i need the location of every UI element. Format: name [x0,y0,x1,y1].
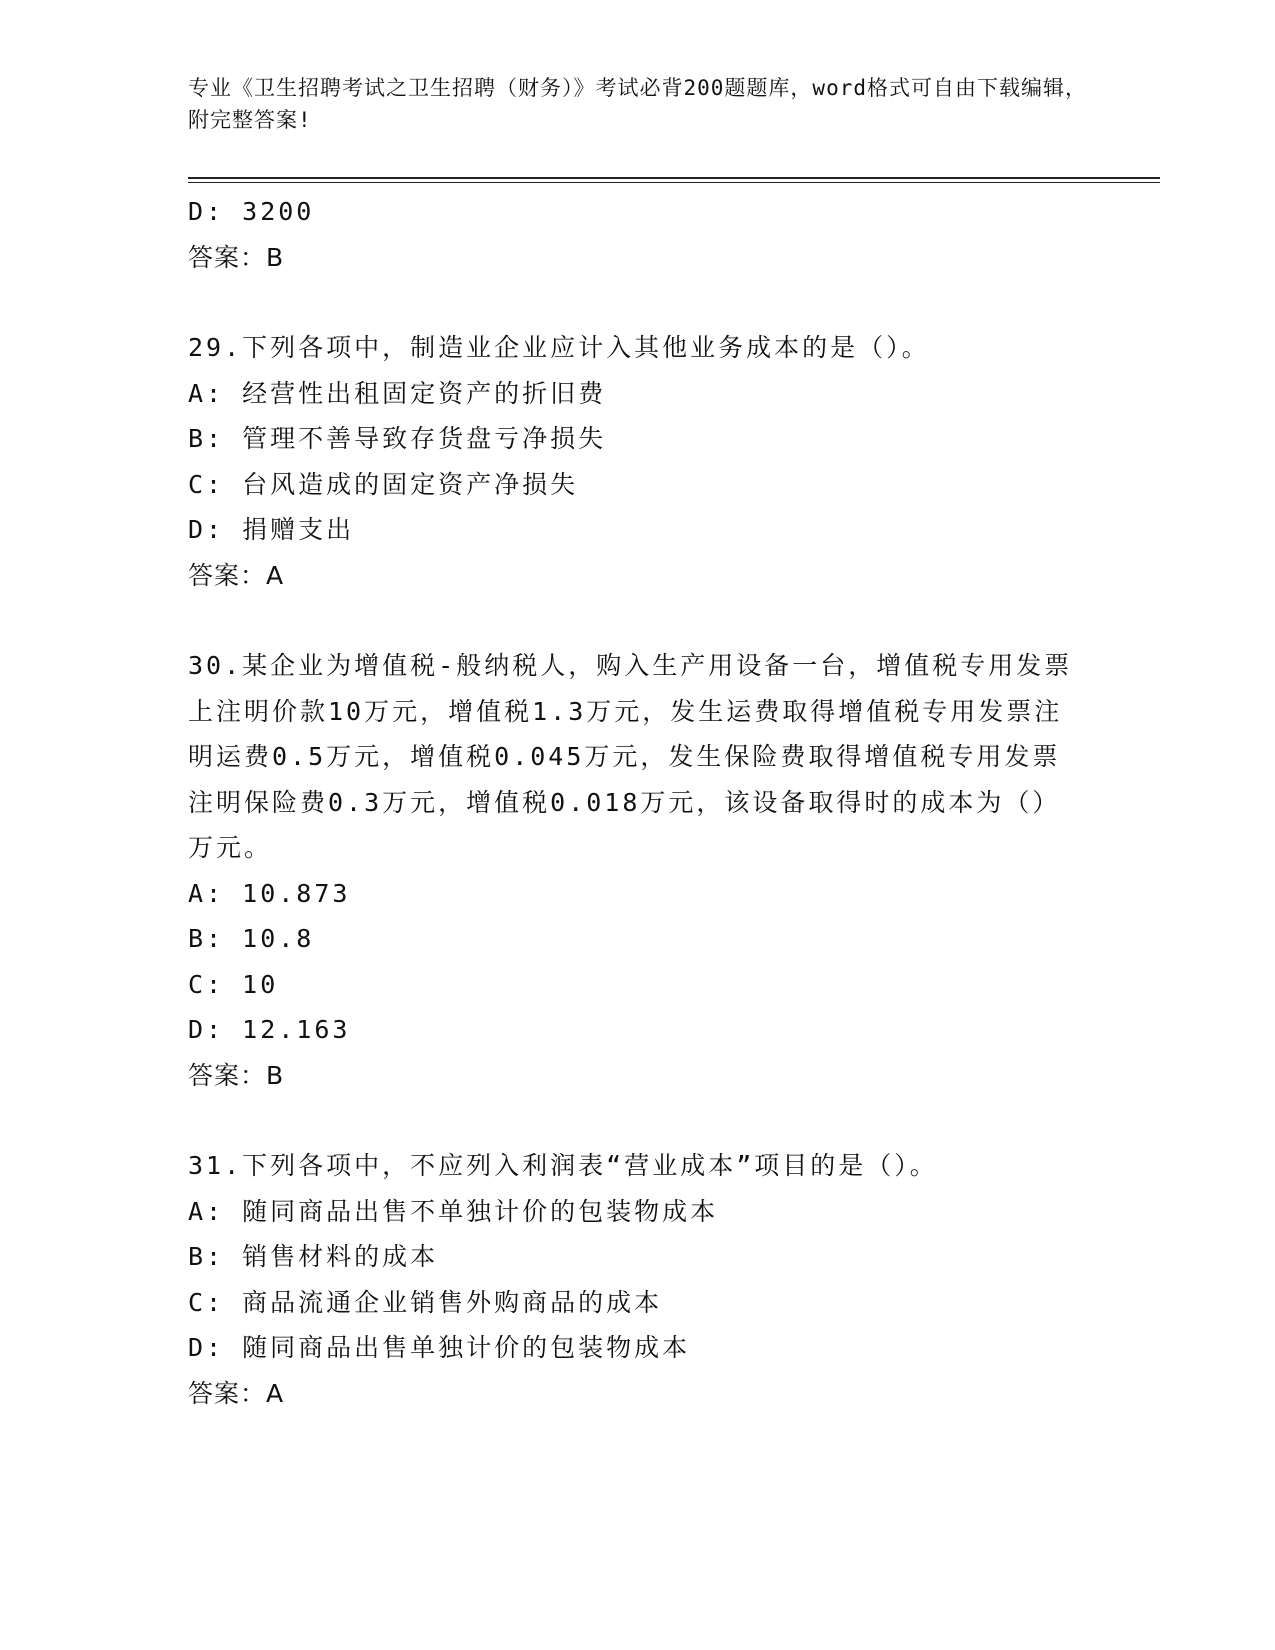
option-c: C: 10 [188,969,279,999]
option-a: A: 10.873 [188,878,351,908]
previous-question-tail [188,189,1088,280]
option-d: D: 随同商品出售单独计价的包装物成本 [188,1333,691,1362]
option-c: C: 台风造成的固定资产净损失 [188,469,579,499]
question-stem: 29.下列各项中，制造业企业应计入其他业务成本的是（）。 [188,333,930,362]
answer: 答案：A [188,1378,285,1408]
option-b: B: 销售材料的成本 [188,1242,439,1271]
option-d: D: 12.163 [188,1015,351,1044]
question-31 [188,1143,1088,1416]
page-header: 专业《卫生招聘考试之卫生招聘（财务）》考试必背200题题库，word格式可自由下载编辑，附完整答案! [188,76,1087,132]
answer: 答案：A [188,560,285,590]
header-divider [188,177,1160,183]
option-b: B: 10.8 [188,924,315,953]
document-body [188,189,1088,1416]
option-d: D: 3200 [188,197,315,226]
option-c: C: 商品流通企业销售外购商品的成本 [188,1287,663,1317]
question-29 [188,325,1088,598]
option-a: A: 经营性出租固定资产的折旧费 [188,378,607,408]
option-d: D: 捐赠支出 [188,515,355,544]
question-30 [188,643,1088,1098]
answer: 答案：B [188,242,285,272]
question-stem: 31.下列各项中，不应列入利润表“营业成本”项目的是（）。 [188,1151,938,1180]
question-stem: 30.某企业为增值税-般纳税人，购入生产用设备一台，增值税专用发票上注明价款10万元，增值税1.3万元，发生运费取得增值税专用发票注明运费0.5万元，增值税0.045万元，发生保险费取得增值税专用发票注明保险费0.3万元，增值税0.018万元，该设备取得时的成本为（）万元。 [188,651,1073,862]
answer: 答案：B [188,1060,285,1090]
option-a: A: 随同商品出售不单独计价的包装物成本 [188,1196,719,1226]
option-b: B: 管理不善导致存货盘亏净损失 [188,424,607,453]
